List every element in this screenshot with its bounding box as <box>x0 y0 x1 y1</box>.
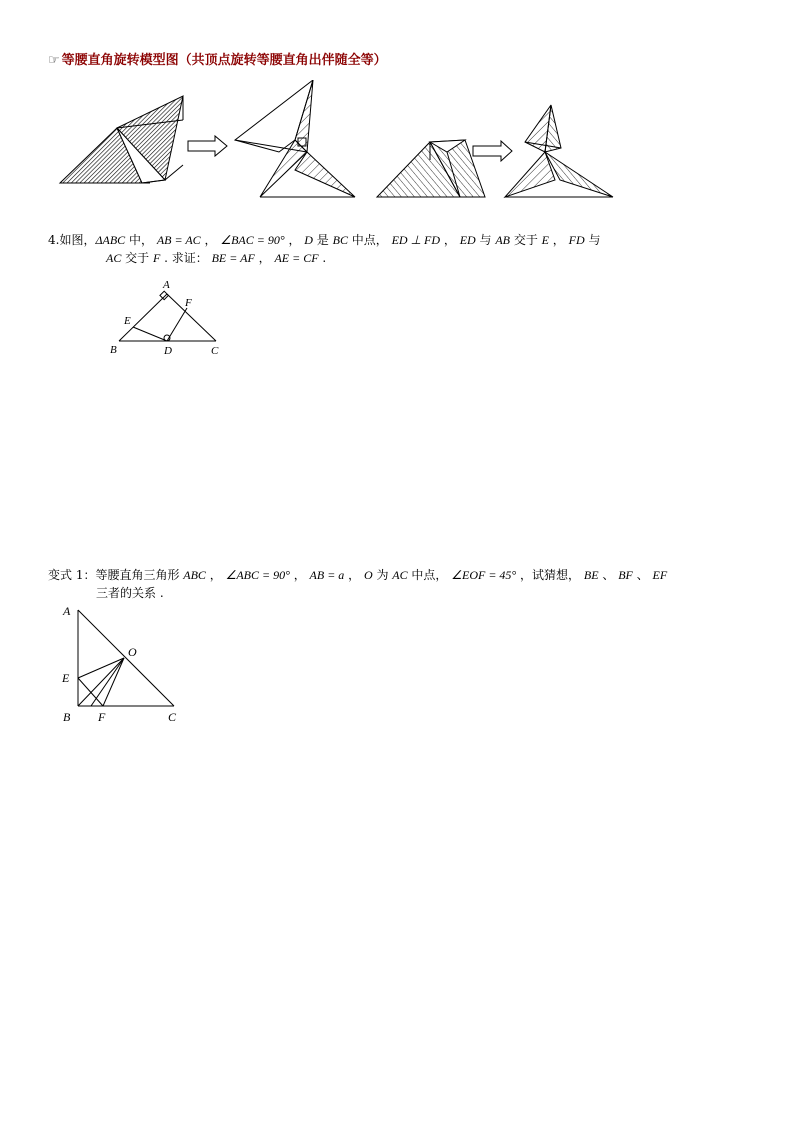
math: AB = AC <box>156 233 201 247</box>
math: BE <box>583 568 599 582</box>
arrow-right-icon <box>188 136 227 156</box>
math: AB <box>495 233 510 247</box>
label-a: A <box>163 279 170 291</box>
text: 中点， <box>407 568 452 582</box>
rotation-model-diagrams <box>55 80 620 202</box>
math: AE = CF <box>274 251 319 265</box>
text: ，试猜想， <box>516 568 584 582</box>
text: 、 <box>598 568 619 582</box>
rotation-figure-1 <box>60 96 183 183</box>
variant-1-line-2: 三者的关系 . <box>96 586 164 600</box>
label-o: O <box>128 645 137 659</box>
math: FD <box>568 233 585 247</box>
problem-4-line-2 <box>106 249 326 267</box>
math: EF <box>652 568 668 582</box>
text: 交于 <box>121 251 153 265</box>
math: ∠BAC = 90° <box>220 233 285 247</box>
text: 是 <box>312 233 333 247</box>
math: BF <box>618 568 633 582</box>
label-c: C <box>168 710 177 724</box>
problem-4-figure <box>108 276 228 360</box>
text: ， <box>440 233 460 247</box>
text: 为 <box>372 568 393 582</box>
text: ， <box>200 233 221 247</box>
label-f: F <box>185 297 192 309</box>
label-d: D <box>164 345 172 357</box>
text: ， <box>254 251 275 265</box>
text: ， <box>284 233 305 247</box>
math: ∠EOF = 45° <box>451 568 517 582</box>
rotation-figure-3 <box>377 140 485 197</box>
math: ED <box>459 233 476 247</box>
text: . <box>318 251 327 265</box>
label-a: A <box>63 604 71 618</box>
math: ∠ABC = 90° <box>225 568 290 582</box>
section-heading <box>48 49 387 68</box>
text: ， <box>344 568 364 582</box>
text: 变式 1：等腰直角三角形 <box>48 568 184 582</box>
math: O <box>363 568 373 582</box>
text: 4.如图， <box>48 233 96 247</box>
math: E <box>541 233 549 247</box>
text: 、 <box>632 568 653 582</box>
math: ED ⊥ FD <box>391 233 441 247</box>
arrow-right-icon <box>473 141 512 161</box>
text: ， <box>205 568 226 582</box>
label-f: F <box>98 710 106 724</box>
variant-1-figure <box>58 600 188 726</box>
text: ， <box>548 233 569 247</box>
math: AC <box>392 568 408 582</box>
text: 中点， <box>347 233 392 247</box>
math: BC <box>332 233 348 247</box>
right-angle-mark-a <box>160 291 168 299</box>
label-c: C <box>211 345 219 357</box>
text: . 求证： <box>160 251 212 265</box>
math: F <box>152 251 161 265</box>
text: 与 <box>475 233 496 247</box>
text: 与 <box>584 233 601 247</box>
math: D <box>304 233 313 247</box>
variant-1-line-1 <box>48 566 667 584</box>
math: AB = a <box>309 568 345 582</box>
label-e: E <box>62 671 70 685</box>
segment-ed <box>133 327 167 341</box>
math: ABC <box>183 568 206 582</box>
text: ， <box>289 568 310 582</box>
label-b: B <box>63 710 71 724</box>
segment-bo <box>78 658 124 706</box>
math: BE = AF <box>211 251 255 265</box>
math: ΔABC <box>95 233 126 247</box>
rotation-figure-4 <box>505 105 613 197</box>
segment-fd <box>167 308 187 341</box>
segment-fo <box>103 658 124 706</box>
rotation-figure-2 <box>235 80 355 197</box>
label-b: B <box>110 344 117 356</box>
heading-text: 等腰直角旋转模型图（共顶点旋转等腰直角出伴随全等） <box>61 53 387 68</box>
label-e: E <box>124 315 131 327</box>
problem-4-line-1 <box>48 231 600 249</box>
text: 交于 <box>510 233 542 247</box>
text: 中， <box>125 233 157 247</box>
math: AC <box>106 251 122 265</box>
pointing-hand-icon: ☞ <box>48 53 60 68</box>
